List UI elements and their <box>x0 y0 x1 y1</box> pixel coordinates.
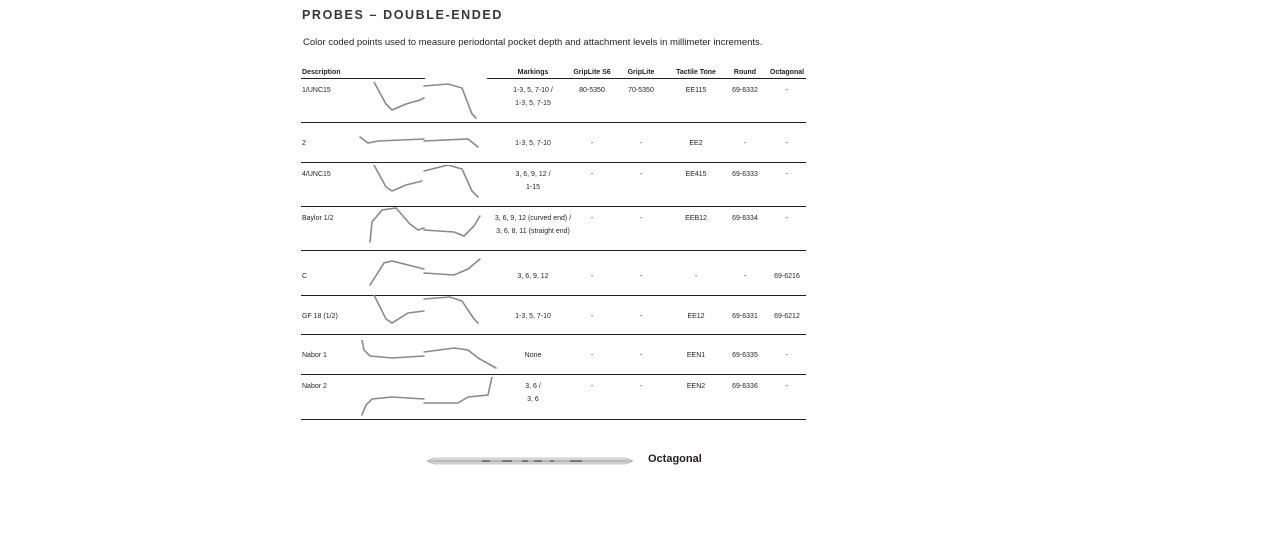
header-description: Description <box>302 69 341 76</box>
probe-instrument-image <box>358 377 498 421</box>
row-description: Nabor 2 <box>302 383 327 390</box>
row-round: 69-6331 <box>732 313 758 320</box>
row-round: 69-6334 <box>732 215 758 222</box>
row-tactile-tone: EE115 <box>685 87 707 94</box>
header-round: Round <box>733 69 757 76</box>
row-tactile-tone: EE2 <box>689 140 703 147</box>
row-griplite-s6: - <box>590 215 594 222</box>
header-griplite-s6: GripLite S6 <box>573 69 611 76</box>
row-round: - <box>743 140 747 147</box>
row-griplite: - <box>639 352 643 359</box>
row-rule <box>301 374 806 375</box>
row-octagonal: - <box>785 140 789 147</box>
row-griplite: - <box>639 313 643 320</box>
row-griplite: - <box>639 383 643 390</box>
row-tactile-tone: EE415 <box>685 171 707 178</box>
probe-instrument-image <box>358 82 498 126</box>
probe-working-end <box>374 165 422 191</box>
row-markings <box>525 380 541 406</box>
markings-line: None <box>524 352 542 359</box>
header-rule-right <box>487 78 806 79</box>
row-round: 69-6335 <box>732 352 758 359</box>
row-octagonal: 69-6212 <box>774 313 800 320</box>
markings-line: 1-3, 5, 7-10 <box>515 313 551 320</box>
markings-line: 3, 6 <box>527 396 539 403</box>
markings-line: 1-3, 5, 7-10 <box>515 140 551 147</box>
markings-line: 3, 6 / <box>525 383 541 390</box>
row-octagonal: - <box>785 352 789 359</box>
row-griplite-s6: - <box>590 140 594 147</box>
row-octagonal: - <box>785 383 789 390</box>
markings-line: 3, 6, 9, 12 / <box>515 171 551 178</box>
row-rule <box>301 419 806 420</box>
probe-working-end <box>424 297 478 323</box>
row-griplite: - <box>639 273 643 280</box>
row-griplite-s6: - <box>590 352 594 359</box>
row-description: Baylor 1/2 <box>302 215 334 222</box>
row-markings <box>513 84 553 110</box>
row-description: 2 <box>302 140 306 147</box>
row-tactile-tone: EEN1 <box>686 352 706 359</box>
probe-working-end <box>424 259 480 275</box>
probe-working-end <box>424 377 492 403</box>
markings-line: 1-3, 5, 7-15 <box>515 100 551 107</box>
row-description: C <box>302 273 308 280</box>
row-round: - <box>743 273 747 280</box>
row-markings <box>515 168 550 194</box>
row-griplite: - <box>639 171 643 178</box>
row-griplite-s6: - <box>590 273 594 280</box>
probe-working-end <box>362 340 424 358</box>
row-griplite-s6: 80-5350 <box>579 87 605 94</box>
row-octagonal: 69-6216 <box>774 273 800 280</box>
row-tactile-tone: - <box>694 273 698 280</box>
markings-line: 3, 6, 8, 11 (straight end) <box>496 228 570 235</box>
row-round: 69-6332 <box>732 87 758 94</box>
probe-working-end <box>360 137 424 143</box>
header-griplite: GripLite <box>627 69 655 76</box>
probe-working-end <box>374 295 424 323</box>
row-griplite: - <box>639 215 643 222</box>
probe-instrument-image <box>358 255 498 299</box>
octagonal-handle-label: Octagonal <box>648 453 702 465</box>
row-griplite-s6: - <box>590 383 594 390</box>
probe-working-end <box>424 139 478 147</box>
probe-working-end <box>370 208 424 242</box>
row-round: 69-6336 <box>732 383 758 390</box>
row-round: 69-6333 <box>732 171 758 178</box>
row-griplite-s6: - <box>590 313 594 320</box>
markings-line: 3, 6, 9, 12 <box>517 273 549 280</box>
row-description: Nabor 1 <box>302 352 327 359</box>
row-rule <box>301 334 806 335</box>
row-tactile-tone: EE12 <box>687 313 705 320</box>
row-griplite: 70-5350 <box>628 87 654 94</box>
page-subtitle: Color coded points used to measure periodontal pocket depth and attachment levels in millimeter increments. <box>303 37 763 48</box>
row-markings <box>517 270 548 283</box>
row-griplite-s6: - <box>590 171 594 178</box>
markings-line: 3, 6, 9, 12 (curved end) / <box>494 215 572 222</box>
markings-line: 1-3, 5, 7-10 / <box>513 87 553 94</box>
row-description: 1/UNC15 <box>302 87 331 94</box>
probe-working-end <box>424 216 480 236</box>
markings-line: 1-15 <box>525 184 540 191</box>
probe-instrument-image <box>358 206 498 250</box>
probe-working-end <box>424 165 478 197</box>
row-markings <box>525 349 542 362</box>
row-octagonal: - <box>785 87 789 94</box>
row-rule <box>301 250 806 251</box>
row-rule <box>301 122 806 123</box>
row-description: GF 18 (1/2) <box>302 313 338 320</box>
row-octagonal: - <box>785 215 789 222</box>
header-rule-left <box>301 78 425 79</box>
probe-working-end <box>374 82 424 110</box>
probe-working-end <box>370 261 424 285</box>
row-tactile-tone: EEN2 <box>686 383 706 390</box>
probe-instrument-image <box>358 295 498 339</box>
row-octagonal: - <box>785 171 789 178</box>
page-title: PROBES – DOUBLE-ENDED <box>302 8 503 22</box>
row-griplite: - <box>639 140 643 147</box>
probe-instrument-image <box>358 165 498 209</box>
header-tactile-tone: Tactile Tone <box>676 69 716 76</box>
row-markings <box>495 212 571 238</box>
row-markings <box>515 310 551 323</box>
row-rule <box>301 162 806 163</box>
probe-working-end <box>362 397 424 415</box>
octagonal-handle-image <box>424 452 636 470</box>
probe-working-end <box>424 84 476 118</box>
row-tactile-tone: EEB12 <box>685 215 707 222</box>
row-description: 4/UNC15 <box>302 171 331 178</box>
header-markings: Markings <box>517 69 549 76</box>
header-octagonal: Octagonal <box>769 69 805 76</box>
probe-working-end <box>424 348 496 368</box>
row-markings <box>515 137 551 150</box>
